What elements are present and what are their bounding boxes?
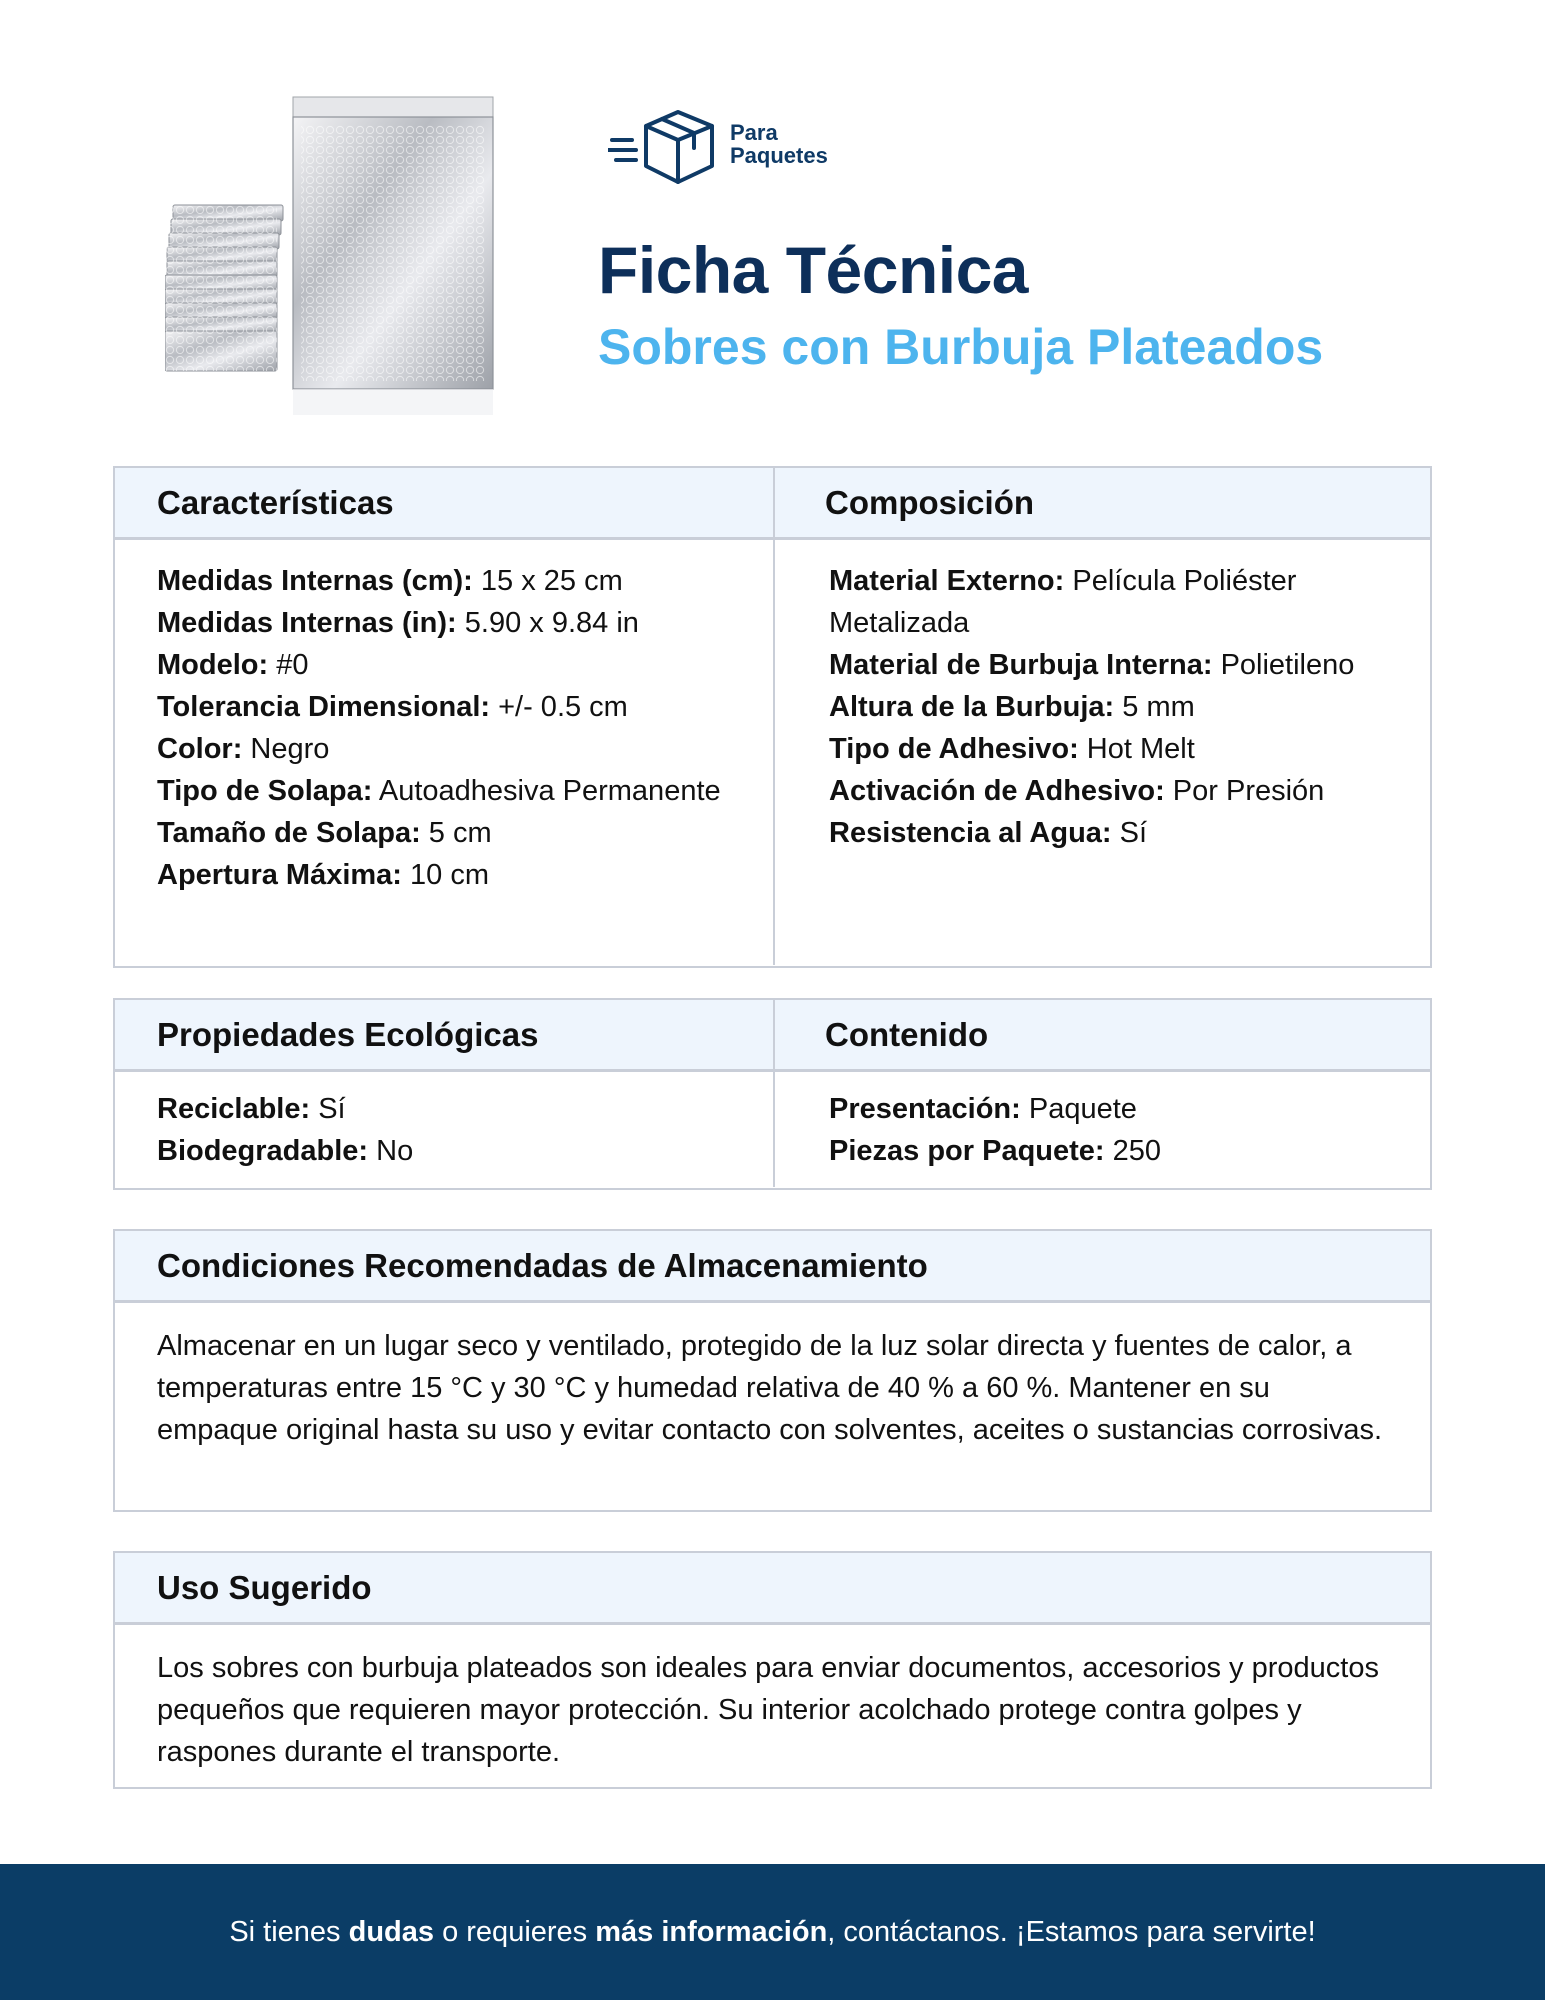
caracteristicas-list — [157, 560, 723, 896]
spec-item: Material de Burbuja Interna: Polietileno — [829, 649, 1355, 681]
eco-list — [157, 1088, 773, 1172]
storage-heading: Condiciones Recomendadas de Almacenamiento — [157, 1246, 928, 1284]
eco-table-header — [115, 1000, 1430, 1072]
eco-heading-contenido: Contenido — [825, 1015, 989, 1053]
document-subtitle: Sobres con Burbuja Plateados — [598, 319, 1324, 375]
specs-table-header — [115, 468, 1430, 540]
specs-heading-caracteristicas: Características — [115, 468, 775, 537]
logo-text-line2: Paquetes — [730, 143, 828, 168]
storage-text: Almacenar en un lugar seco y ventilado, protegido de la luz solar directa y fuentes de calor, a temperaturas entre 15 °C y 30 °C y humedad relativa de 40 % a 60 %. Mantener en su empaque original hasta su uso y evitar contacto con solventes, aceites o sustancias corrosivas. — [157, 1330, 1383, 1446]
spec-item: Biodegradable: No — [157, 1135, 414, 1167]
usage-text: Los sobres con burbuja plateados son ideales para enviar documentos, accesorios y productos pequeños que requieren mayor protección. Su interior acolchado protege contra golpes y raspones durante el transporte. — [157, 1652, 1379, 1768]
specs-table — [113, 466, 1432, 968]
storage-panel — [113, 1229, 1432, 1512]
footer-banner — [0, 1864, 1545, 2000]
spec-item: Resistencia al Agua: Sí — [829, 817, 1148, 849]
eco-heading-propiedades: Propiedades Ecológicas — [115, 1000, 775, 1069]
spec-item: Apertura Máxima: 10 cm — [157, 859, 489, 891]
spec-item: Medidas Internas (in): 5.90 x 9.84 in — [157, 607, 639, 639]
brand-logo — [608, 104, 828, 184]
document-title: Ficha Técnica — [598, 233, 1029, 307]
spec-item: Piezas por Paquete: 250 — [829, 1135, 1162, 1167]
package-box-icon — [608, 104, 720, 184]
eco-table — [113, 998, 1432, 1190]
usage-panel — [113, 1551, 1432, 1789]
spec-item: Presentación: Paquete — [829, 1093, 1137, 1125]
spec-item: Altura de la Burbuja: 5 mm — [829, 691, 1195, 723]
specs-heading-composicion: Composición — [825, 483, 1035, 521]
spec-item: Tipo de Solapa: Autoadhesiva Permanente — [157, 775, 721, 807]
spec-item: Modelo: #0 — [157, 649, 309, 681]
spec-item: Color: Negro — [157, 733, 330, 765]
composicion-list — [829, 560, 1400, 854]
spec-item: Reciclable: Sí — [157, 1093, 346, 1125]
usage-heading: Uso Sugerido — [157, 1568, 372, 1606]
storage-panel-header — [115, 1231, 1430, 1303]
spec-item: Tamaño de Solapa: 5 cm — [157, 817, 492, 849]
spec-item: Tolerancia Dimensional: +/- 0.5 cm — [157, 691, 628, 723]
contenido-list — [829, 1088, 1430, 1172]
footer-message: Si tienes dudas o requieres más información, contáctanos. ¡Estamos para servirte! — [229, 1915, 1316, 1948]
usage-panel-header — [115, 1553, 1430, 1625]
product-image — [165, 95, 505, 425]
spec-item: Material Externo: Película Poliéster Metalizada — [829, 565, 1297, 639]
spec-item: Tipo de Adhesivo: Hot Melt — [829, 733, 1195, 765]
spec-item: Medidas Internas (cm): 15 x 25 cm — [157, 565, 623, 597]
spec-item: Activación de Adhesivo: Por Presión — [829, 775, 1325, 807]
logo-text-line1: Para — [730, 120, 778, 145]
